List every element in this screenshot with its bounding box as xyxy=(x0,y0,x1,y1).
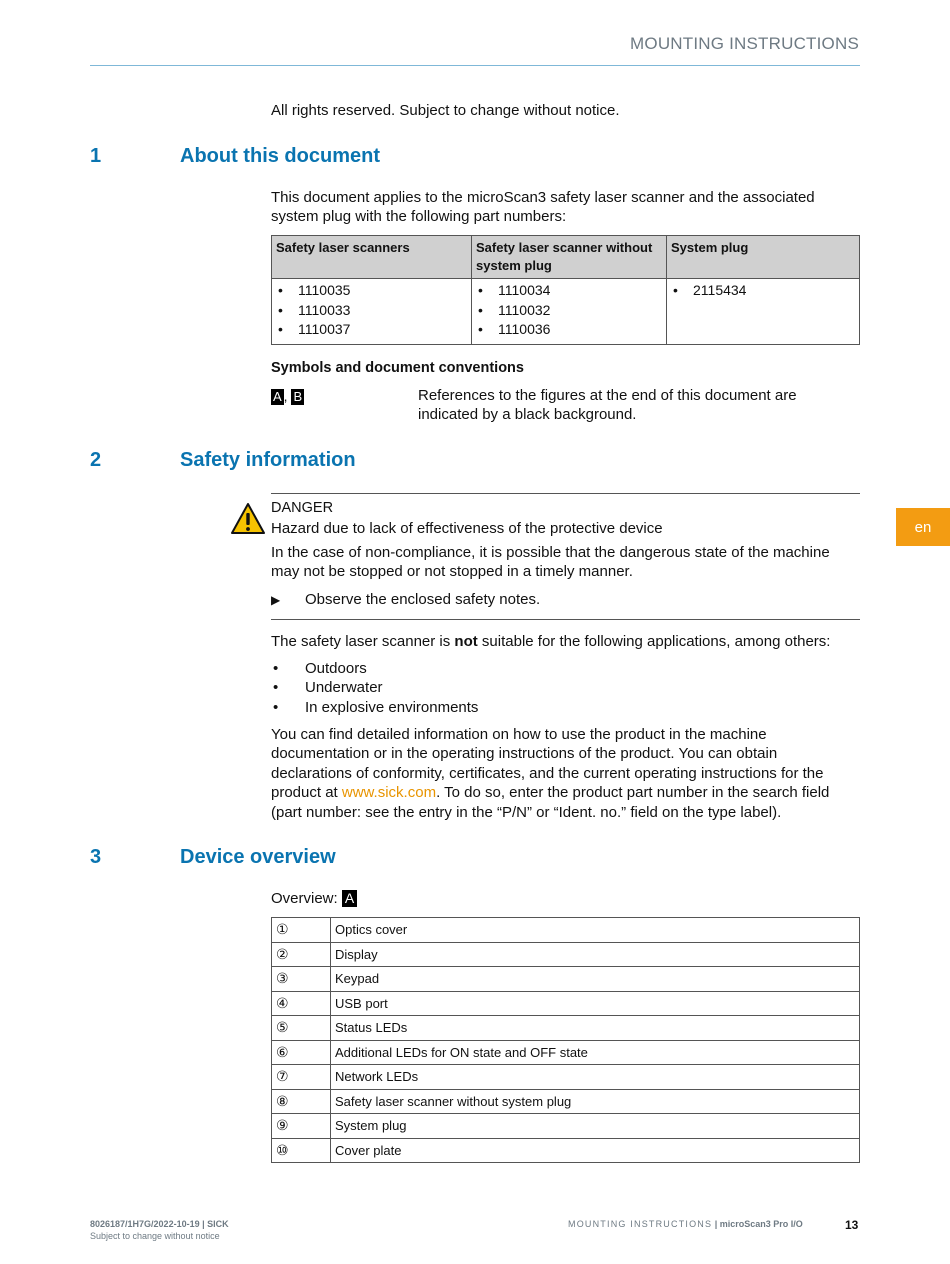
page-header-title: MOUNTING INSTRUCTIONS xyxy=(630,34,859,53)
item-label: Safety laser scanner without system plug xyxy=(331,1089,860,1114)
section-1-number: 1 xyxy=(90,145,102,167)
section-2-number: 2 xyxy=(90,449,102,471)
item-number: ⑦ xyxy=(272,1065,331,1090)
figure-ref-b: B xyxy=(293,389,303,404)
section-2-title: Safety information xyxy=(180,449,356,471)
header-rule xyxy=(90,65,860,66)
danger-bottom-rule xyxy=(271,619,860,620)
item-label: Additional LEDs for ON state and OFF state xyxy=(331,1040,860,1065)
device-overview-table xyxy=(271,917,860,1163)
item-label: System plug xyxy=(331,1114,860,1139)
item-number: ⑧ xyxy=(272,1089,331,1114)
part-number: • 1110036 xyxy=(478,320,662,340)
item-label: Optics cover xyxy=(331,918,860,943)
unsuitable-intro xyxy=(271,632,830,651)
item-number: ④ xyxy=(272,991,331,1016)
item-number: ⑤ xyxy=(272,1016,331,1041)
overview-label: Overview: xyxy=(271,890,338,907)
bullet-icon: • xyxy=(273,660,279,677)
warning-icon xyxy=(230,502,266,535)
item-label: Network LEDs xyxy=(331,1065,860,1090)
footer-product: | microScan3 Pro I/O xyxy=(712,1219,803,1229)
danger-action: Observe the enclosed safety notes. xyxy=(305,591,541,608)
table-cell-scanners xyxy=(272,279,472,345)
part-number: • 1110032 xyxy=(478,301,662,321)
table-row xyxy=(272,1016,860,1041)
section-1-title: About this document xyxy=(180,145,380,167)
danger-text: In the case of non-compliance, it is possible that the dangerous state of the machine may not be stopped or not stopped in a timely manner. xyxy=(271,544,830,581)
unsuitable-list xyxy=(271,659,671,717)
ref-separator: , xyxy=(283,388,288,404)
section-3-number: 3 xyxy=(90,846,102,868)
list-item-label: In explosive environments xyxy=(305,698,479,716)
page-number: 13 xyxy=(845,1218,859,1232)
part-number: • 1110033 xyxy=(278,301,467,321)
section-1-intro: This document applies to the microScan3 safety laser scanner and the associated system plug with the following part numbers: xyxy=(271,189,815,226)
table-header-system-plug: System plug xyxy=(667,236,860,279)
sick-website-link[interactable]: www.sick.com xyxy=(341,784,437,802)
table-cell-without-plug xyxy=(472,279,667,345)
item-number: ② xyxy=(272,942,331,967)
item-label: USB port xyxy=(331,991,860,1016)
table-row xyxy=(272,1089,860,1114)
footer-doc-type: MOUNTING INSTRUCTIONS xyxy=(568,1219,713,1229)
part-number: • 1110035 xyxy=(278,281,467,301)
part-numbers-table xyxy=(271,235,860,345)
language-tab[interactable]: en xyxy=(896,508,950,546)
danger-label: DANGER xyxy=(271,500,334,516)
part-number: • 1110037 xyxy=(278,320,467,340)
table-row xyxy=(272,918,860,943)
bullet-icon: • xyxy=(273,698,279,716)
table-row xyxy=(272,942,860,967)
footer-notice: Subject to change without notice xyxy=(90,1231,220,1241)
unsuitable-emphasis: not xyxy=(454,633,478,650)
unsuitable-pre: The safety laser scanner is xyxy=(271,633,455,650)
table-row xyxy=(272,991,860,1016)
table-header-scanners: Safety laser scanners xyxy=(272,236,472,279)
overview-line xyxy=(271,889,357,908)
section-3-title: Device overview xyxy=(180,846,336,868)
footer-center xyxy=(568,1219,803,1229)
danger-headline: Hazard due to lack of effectiveness of the protective device xyxy=(271,520,663,537)
item-number: ⑩ xyxy=(272,1138,331,1163)
info-post: . To do so, enter the product part number in the search field (part number: see the entry in the “P/N” or “Ident. no.” field on the type label). xyxy=(271,784,830,821)
rights-notice: All rights reserved. Subject to change without notice. xyxy=(271,102,620,119)
list-item-label: Outdoors xyxy=(305,660,367,677)
item-number: ③ xyxy=(272,967,331,992)
item-label: Display xyxy=(331,942,860,967)
figure-ref-a: A xyxy=(342,890,357,907)
footer-doc-id: 8026187/1H7G/2022-10-19 | SICK xyxy=(90,1219,229,1229)
part-number: • 2115434 xyxy=(673,281,855,301)
table-row xyxy=(272,1114,860,1139)
item-label: Keypad xyxy=(331,967,860,992)
table-header-without-plug: Safety laser scanner without system plug xyxy=(472,236,667,279)
action-arrow-icon: ▶ xyxy=(271,593,281,607)
item-number: ① xyxy=(272,918,331,943)
figure-ref-a: A xyxy=(273,389,282,404)
table-row xyxy=(272,1040,860,1065)
part-number: • 1110034 xyxy=(478,281,662,301)
item-number: ⑥ xyxy=(272,1040,331,1065)
table-row xyxy=(272,1138,860,1163)
list-item xyxy=(271,678,671,697)
table-row xyxy=(272,967,860,992)
list-item xyxy=(271,698,671,717)
list-item-label: Underwater xyxy=(305,679,383,697)
list-item xyxy=(271,659,671,678)
danger-top-rule xyxy=(271,493,860,494)
item-number: ⑨ xyxy=(272,1114,331,1139)
info-pre: You can find detailed information on how to use the product in the machine documentation or in the operating instructions of the product. You can obtain declarations of conformity, certificates, and the current operating instructions for the product at xyxy=(271,726,824,802)
item-label: Cover plate xyxy=(331,1138,860,1163)
table-row xyxy=(272,1065,860,1090)
figure-ref-symbols xyxy=(271,388,304,405)
unsuitable-post: suitable for the following applications, among others: xyxy=(477,633,831,650)
table-cell-system-plug xyxy=(667,279,860,345)
footer-left xyxy=(90,1218,229,1242)
bullet-icon: • xyxy=(273,679,279,697)
item-label: Status LEDs xyxy=(331,1016,860,1041)
conventions-text: References to the figures at the end of this document are indicated by a black background. xyxy=(418,387,797,424)
conventions-heading: Symbols and document conventions xyxy=(271,360,524,376)
documentation-info xyxy=(271,725,856,822)
